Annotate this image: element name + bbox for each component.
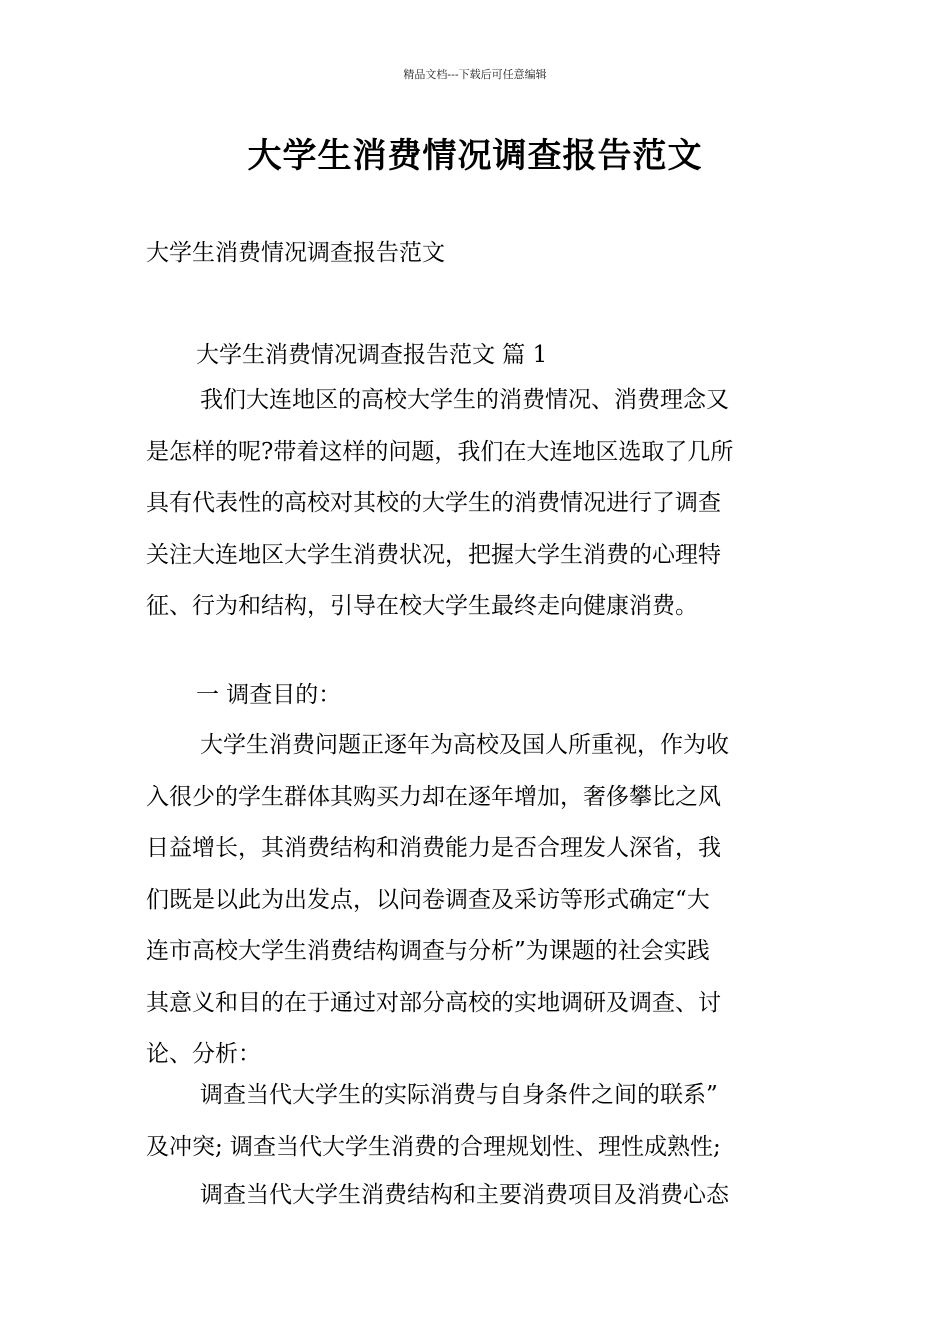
paragraph-line: 大学生消费问题正逐年为高校及国人所重视，作为收 — [200, 732, 729, 758]
paragraph-line: 具有代表性的高校对其校的大学生的消费情况进行了调查 — [146, 490, 721, 516]
goal-paragraph-2 — [146, 1170, 806, 1222]
purpose-paragraph — [146, 720, 806, 1081]
page-header-note: 精品文档---下载后可任意编辑 — [403, 68, 547, 81]
paragraph-line: 日益增长，其消费结构和消费能力是否合理发人深省，我 — [146, 835, 721, 861]
paragraph-line: 关注大连地区大学生消费状况，把握大学生消费的心理特 — [146, 541, 721, 568]
goal-paragraph-1 — [146, 1070, 806, 1173]
article-heading-block — [146, 330, 806, 382]
document-subtitle: 大学生消费情况调查报告范文 — [146, 240, 445, 266]
paragraph-line: 连市高校大学生消费结构调查与分析”为课题的社会实践 — [146, 938, 710, 964]
paragraph-line: 入很少的学生群体其购买力却在逐年增加，奢侈攀比之风 — [146, 783, 721, 810]
paragraph-line: 及冲突; 调查当代大学生消费的合理规划性、理性成熟性; — [146, 1133, 721, 1160]
paragraph-line: 调查当代大学生消费结构和主要消费项目及消费心态 — [200, 1182, 729, 1208]
paragraph-line: 调查当代大学生的实际消费与自身条件之间的联系” — [200, 1082, 718, 1108]
intro-paragraph — [146, 375, 806, 633]
paragraph-line: 们既是以此为出发点，以问卷调查及采访等形式确定“大 — [146, 886, 710, 913]
document-title: 大学生消费情况调查报告范文 — [247, 136, 703, 176]
section-heading-block — [146, 670, 806, 722]
paragraph-line: 论、分析： — [146, 1041, 261, 1067]
paragraph-line: 征、行为和结构，引导在校大学生最终走向健康消费。 — [146, 593, 698, 619]
article-heading: 大学生消费情况调查报告范文 篇 1 — [196, 342, 548, 368]
paragraph-line: 是怎样的呢?带着这样的问题，我们在大连地区选取了几所 — [146, 438, 734, 465]
paragraph-line: 我们大连地区的高校大学生的消费情况、消费理念又 — [200, 387, 729, 413]
paragraph-line: 其意义和目的在于通过对部分高校的实地调研及调查、讨 — [146, 989, 721, 1016]
section-heading: 一 调查目的： — [196, 682, 342, 708]
